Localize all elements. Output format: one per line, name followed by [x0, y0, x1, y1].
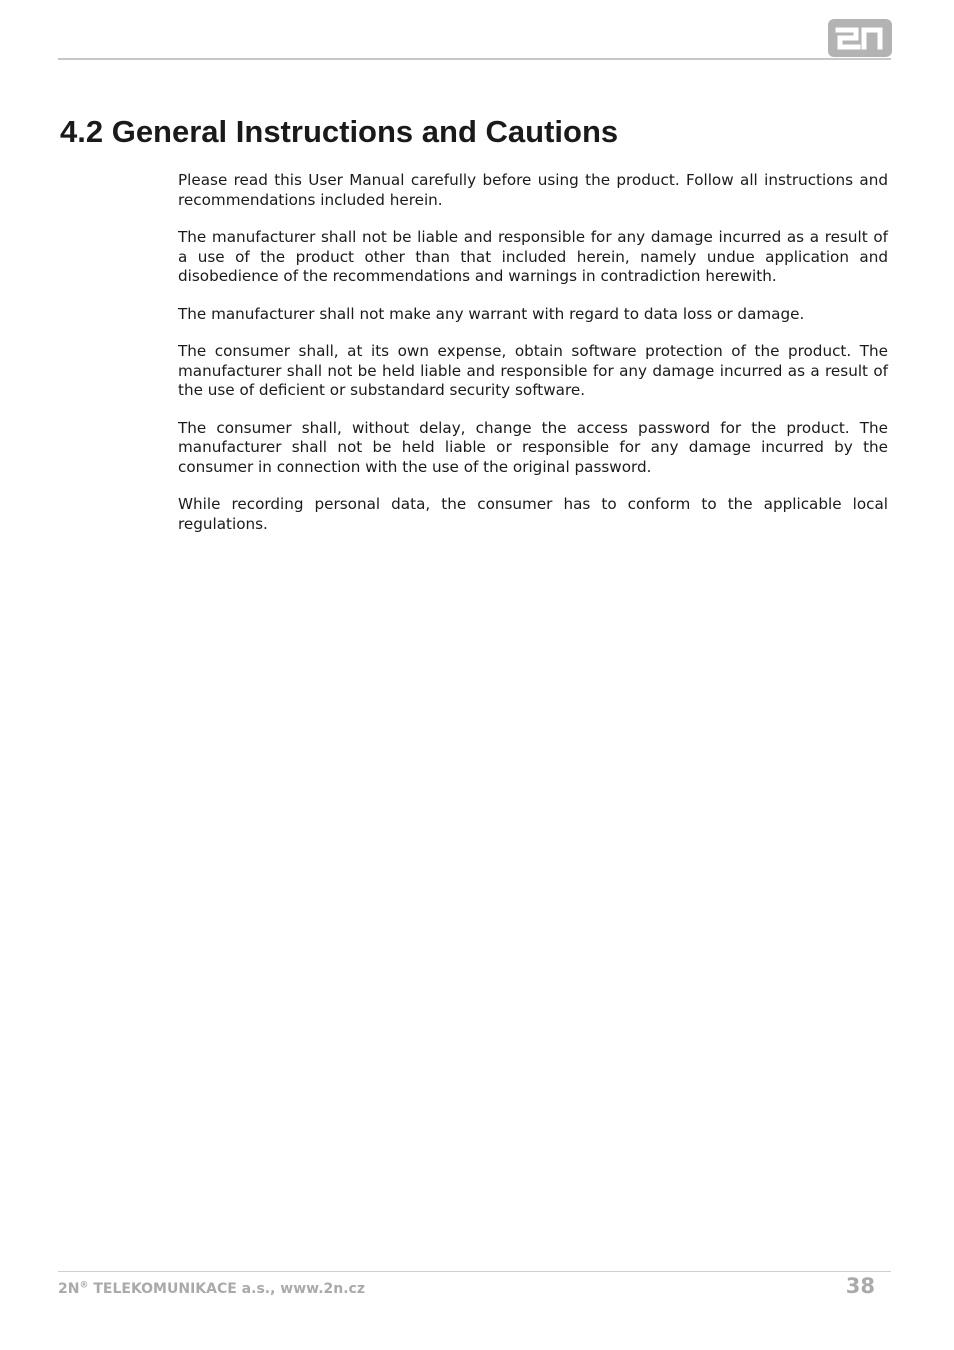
section-body: [178, 171, 888, 552]
section-title: 4.2 General Instructions and Cautions: [60, 114, 619, 149]
paragraph-personal-data: While recording personal data, the consumer has to conform to the applicable local regulations.: [178, 495, 888, 533]
paragraph-liability: The manufacturer shall not be liable and responsible for any damage incurred as a result of a use of the product other than that included herein, namely undue application and disobedience of the recommendations and warnings in contradiction herewith.: [178, 228, 888, 285]
paragraph-data-loss: The manufacturer shall not make any warrant with regard to data loss or damage.: [178, 304, 805, 323]
footer-company-text: TELEKOMUNIKACE a.s., www.2n.cz: [88, 1281, 365, 1297]
paragraph-access-password: The consumer shall, without delay, change the access password for the product. The manufacturer shall not be held liable or responsible for any damage incurred by the consumer in connection with the use of the original password.: [178, 418, 888, 476]
footer-brand: 2N: [58, 1281, 80, 1297]
footer-rule: [58, 1271, 891, 1272]
footer-company: [58, 1279, 365, 1299]
2n-logo: [828, 19, 892, 57]
registered-mark: ®: [79, 1280, 89, 1291]
paragraph-read-manual: Please read this User Manual carefully before using the product. Follow all instructions and recommendations included herein.: [178, 171, 888, 209]
header-rule: [58, 58, 891, 60]
page-number: 38: [845, 1274, 875, 1298]
paragraph-software-protection: The consumer shall, at its own expense, obtain software protection of the product. The manufacturer shall not be held liable and responsible for any damage incurred as a result of the use of deficient or substandard security software.: [178, 342, 888, 399]
